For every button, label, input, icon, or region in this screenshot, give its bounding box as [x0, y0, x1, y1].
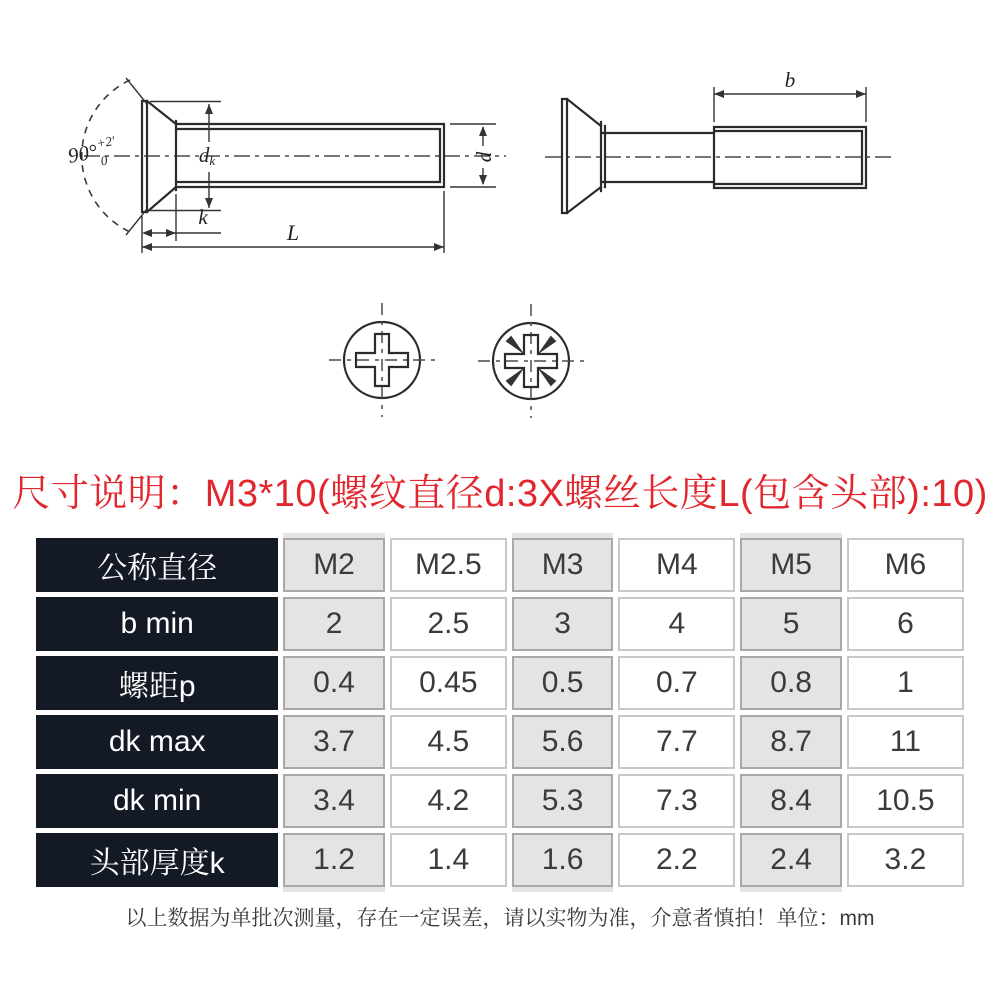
- col-header-m6: M6: [847, 538, 964, 592]
- angle-tolerance-lower: 0: [99, 152, 109, 169]
- spec-cell: 11: [847, 715, 964, 769]
- spec-cell: 6: [847, 597, 964, 651]
- row-label: 螺距p: [36, 656, 278, 710]
- dim-label-k: k: [198, 205, 208, 229]
- table-row-head-thickness: [36, 833, 964, 887]
- angle-tolerance-upper: +2′: [95, 132, 116, 151]
- spec-cell: 3.2: [847, 833, 964, 887]
- spec-cell: 5.6: [512, 715, 613, 769]
- spec-cell: 10.5: [847, 774, 964, 828]
- spec-cell: 0.5: [512, 656, 613, 710]
- spec-cell: 2.4: [740, 833, 841, 887]
- countersink-angle-label: [65, 133, 119, 174]
- dim-label-b: b: [784, 68, 796, 92]
- spec-cell: 7.7: [618, 715, 735, 769]
- spec-cell: 4.5: [390, 715, 507, 769]
- spec-cell: 3.7: [283, 715, 384, 769]
- col-header-m3: M3: [512, 538, 613, 592]
- table-row-pitch: [36, 656, 964, 710]
- spec-cell: 0.8: [740, 656, 841, 710]
- spec-cell: 8.7: [740, 715, 841, 769]
- spec-cell: 2: [283, 597, 384, 651]
- spec-cell: 2.2: [618, 833, 735, 887]
- col-header-m2-5: M2.5: [390, 538, 507, 592]
- table-row-dk-min: [36, 774, 964, 828]
- pozidriv-recess-view: [478, 304, 584, 418]
- dim-label-dk: dk: [198, 143, 216, 168]
- size-description-title: 尺寸说明：M3*10(螺纹直径d:3X螺丝长度L(包含头部):10): [12, 473, 988, 515]
- left-screw-drawing: [65, 78, 506, 253]
- spec-cell: 3.4: [283, 774, 384, 828]
- spec-cell: 5: [740, 597, 841, 651]
- spec-cell: 2.5: [390, 597, 507, 651]
- spec-cell: 1.4: [390, 833, 507, 887]
- spec-cell: 8.4: [740, 774, 841, 828]
- spec-cell: 3: [512, 597, 613, 651]
- screw-dimension-diagram: [0, 0, 1000, 450]
- spec-table: [31, 533, 969, 892]
- col-header-m4: M4: [618, 538, 735, 592]
- spec-cell: 5.3: [512, 774, 613, 828]
- spec-cell: 0.45: [390, 656, 507, 710]
- dim-label-L: L: [286, 220, 300, 245]
- row-label: dk min: [36, 774, 278, 828]
- spec-cell: 1: [847, 656, 964, 710]
- measurement-disclaimer: 以上数据为单批次测量，存在一定误差，请以实物为准，介意者慎拍！单位：mm: [125, 907, 875, 930]
- dim-label-d: d: [472, 151, 496, 163]
- spec-cell: 7.3: [618, 774, 735, 828]
- table-row-b-min: [36, 597, 964, 651]
- row-label: b min: [36, 597, 278, 651]
- row-label: dk max: [36, 715, 278, 769]
- table-header-row: [36, 538, 964, 592]
- angle-value: 90°: [65, 139, 100, 168]
- table-row-dk-max: [36, 715, 964, 769]
- row-label: 头部厚度k: [36, 833, 278, 887]
- spec-cell: 0.7: [618, 656, 735, 710]
- spec-cell: 4.2: [390, 774, 507, 828]
- col-header-m2: M2: [283, 538, 384, 592]
- col-header-m5: M5: [740, 538, 841, 592]
- phillips-recess-view: [329, 303, 435, 417]
- right-screw-drawing: [545, 68, 893, 213]
- spec-cell: 4: [618, 597, 735, 651]
- spec-cell: 1.2: [283, 833, 384, 887]
- corner-header-cell: 公称直径: [36, 538, 278, 592]
- technical-drawings: [0, 0, 1000, 450]
- spec-cell: 0.4: [283, 656, 384, 710]
- spec-cell: 1.6: [512, 833, 613, 887]
